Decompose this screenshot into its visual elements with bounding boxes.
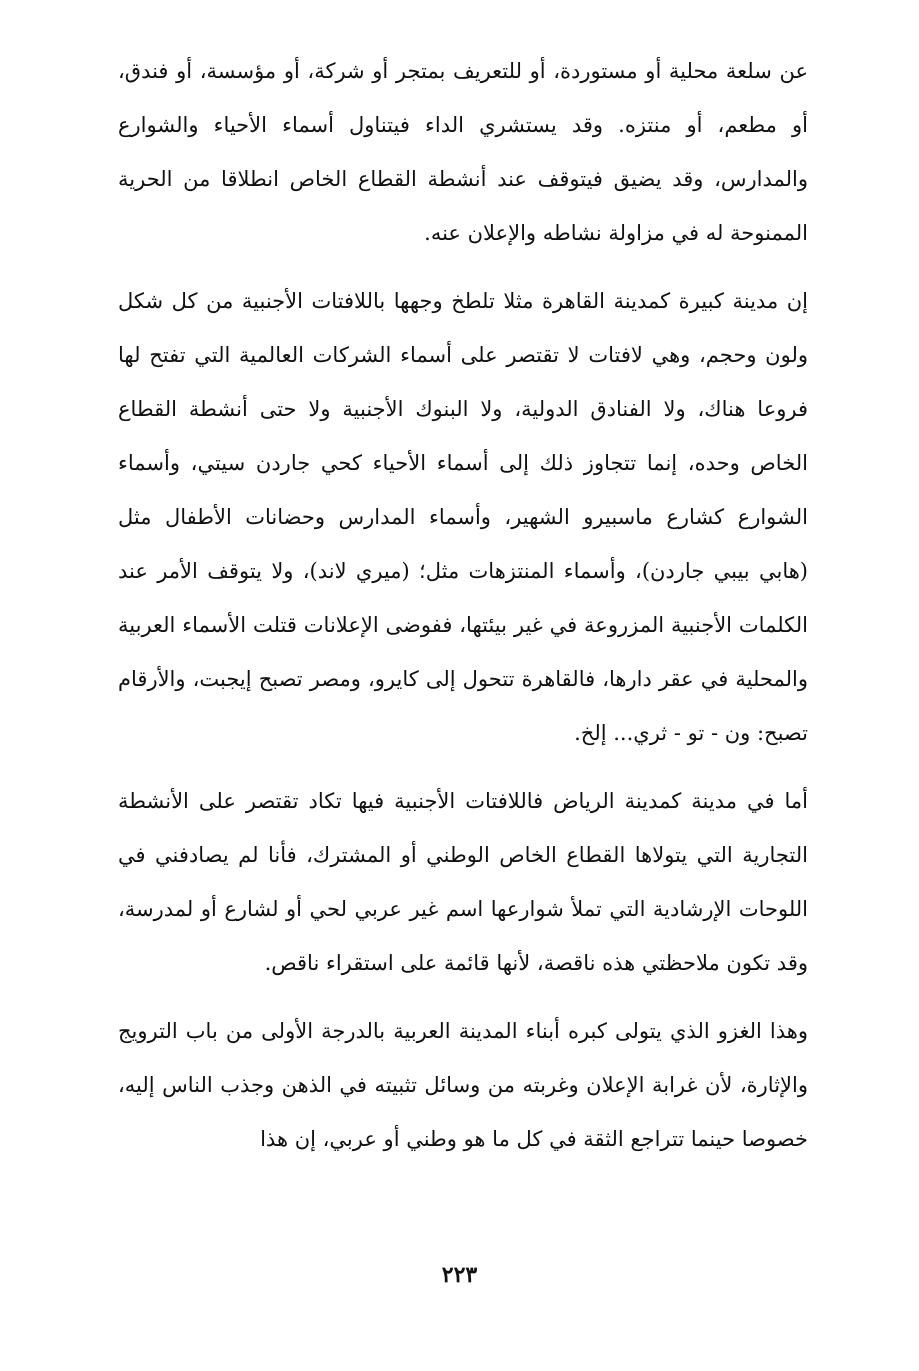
paragraph-2: إن مدينة كبيرة كمدينة القاهرة مثلا تلطخ وجهها باللافتات الأجنبية من كل شكل ولون وحجم، وهي لافتات لا تقتصر على أسماء الشركات العالمية التي تفتح لها فروعا هناك، ولا الفنادق الدولية، ولا البنوك الأجنبية ولا حتى أنشطة القطاع الخاص وحده، إنما تتجاوز ذلك إلى أسماء الأحياء كحي جاردن سيتي، وأسماء الشوارع كشارع ماسبيرو الشهير، وأسماء المدارس وحضانات الأطفال مثل (هابي بيبي جاردن)، وأسماء المنتزهات مثل؛ (ميري لاند)، ولا يتوقف الأمر عند الكلمات الأجنبية المزروعة في غير بيئتها، ففوضى الإعلانات قتلت الأسماء العربية والمحلية في عقر دارها، فالقاهرة تتحول إلى كايرو، ومصر تصبح إيجبت، والأرقام تصبح: ون - تو - ثري... إلخ. <box>118 289 808 745</box>
paragraph-3: أما في مدينة كمدينة الرياض فاللافتات الأجنبية فيها تكاد تقتصر على الأنشطة التجارية التي يتولاها القطاع الخاص الوطني أو المشترك، فأنا لم يصادفني في اللوحات الإرشادية التي تملأ شوارعها اسم غير عربي لحي أو لشارع أو لمدرسة، وقد تكون ملاحظتي هذه ناقصة، لأنها قائمة على استقراء ناقص. <box>118 789 809 975</box>
paragraph-1: عن سلعة محلية أو مستوردة، أو للتعريف بمتجر أو شركة، أو مؤسسة، أو فندق، أو مطعم، أو منتزه. وقد يستشري الداء فيتناول أسماء الأحياء والشوارع والمدارس، وقد يضيق فيتوقف عند أنشطة القطاع الخاص انطلاقا من الحرية الممنوحة له في مزاولة نشاطه والإعلان عنه. <box>118 59 808 245</box>
paragraph-4: وهذا الغزو الذي يتولى كبره أبناء المدينة العربية بالدرجة الأولى من باب الترويج والإثارة، لأن غرابة الإعلان وغربته من وسائل تثبيته في الذهن وجذب الناس إليه، خصوصا حينما تتراجع الثقة في كل ما هو وطني أو عربي، إن هذا <box>118 1019 808 1151</box>
page-number: ٢٢٣ <box>441 1262 478 1288</box>
page-body <box>118 44 808 1166</box>
